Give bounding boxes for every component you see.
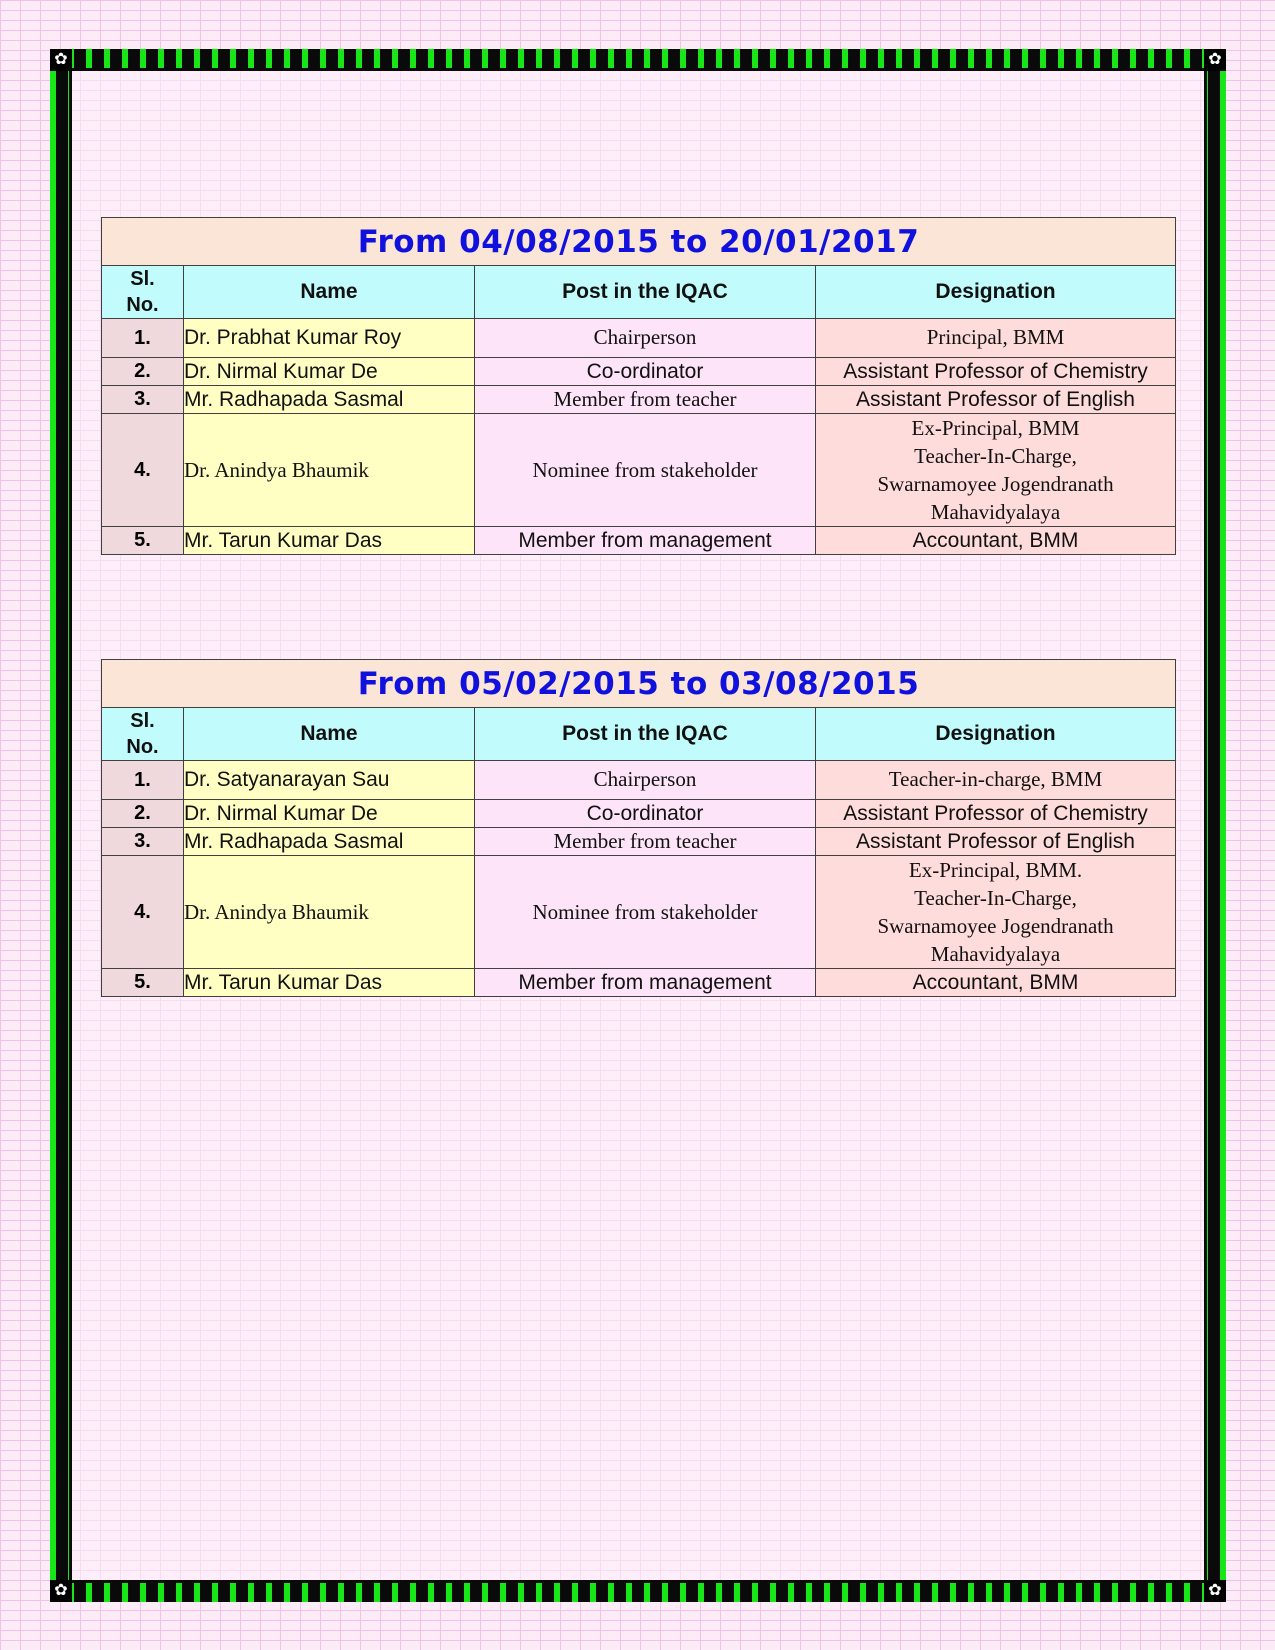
designation-line: Swarnamoyee Jogendranath xyxy=(877,914,1114,938)
serial-number: 4. xyxy=(102,414,184,527)
table-row xyxy=(102,319,1176,358)
serial-number: 2. xyxy=(102,800,184,828)
designation-line: Mahavidyalaya xyxy=(930,500,1061,524)
serial-number: 1. xyxy=(102,761,184,800)
member-name: Dr. Anindya Bhaumik xyxy=(184,414,475,527)
table-row xyxy=(102,527,1176,555)
member-name: Dr. Prabhat Kumar Roy xyxy=(184,319,475,358)
table-row xyxy=(102,761,1176,800)
header-designation: Designation xyxy=(816,708,1176,761)
designation-cell xyxy=(816,800,1176,828)
flower-corner-icon: ✿ xyxy=(1204,49,1226,71)
table-row xyxy=(102,969,1176,997)
iqac-post: Co-ordinator xyxy=(475,800,816,828)
serial-number: 3. xyxy=(102,828,184,856)
designation-line: Teacher-in-charge, BMM xyxy=(888,767,1103,791)
iqac-post: Member from teacher xyxy=(475,386,816,414)
designation-line: Swarnamoyee Jogendranath xyxy=(877,472,1114,496)
header-designation: Designation xyxy=(816,266,1176,319)
designation-cell xyxy=(816,828,1176,856)
serial-number: 3. xyxy=(102,386,184,414)
header-sl-no: Sl. No. xyxy=(102,708,184,761)
designation-cell xyxy=(816,414,1176,527)
designation-cell xyxy=(816,386,1176,414)
designation-cell xyxy=(816,969,1176,997)
member-name: Mr. Tarun Kumar Das xyxy=(184,969,475,997)
serial-number: 5. xyxy=(102,527,184,555)
designation-cell xyxy=(816,856,1176,969)
header-name: Name xyxy=(184,266,475,319)
designation-line: Teacher-In-Charge, xyxy=(914,886,1077,910)
header-post: Post in the IQAC xyxy=(475,266,816,319)
designation-cell xyxy=(816,527,1176,555)
serial-number: 1. xyxy=(102,319,184,358)
designation-line: Accountant, BMM xyxy=(912,528,1079,552)
table-title: From 04/08/2015 to 20/01/2017 xyxy=(102,218,1176,266)
flower-corner-icon: ✿ xyxy=(50,1580,72,1602)
serial-number: 2. xyxy=(102,358,184,386)
iqac-post: Nominee from stakeholder xyxy=(475,856,816,969)
designation-cell xyxy=(816,761,1176,800)
member-name: Dr. Satyanarayan Sau xyxy=(184,761,475,800)
member-name: Mr. Tarun Kumar Das xyxy=(184,527,475,555)
designation-line: Assistant Professor of English xyxy=(856,829,1135,853)
table-row xyxy=(102,386,1176,414)
iqac-post: Chairperson xyxy=(475,319,816,358)
serial-number: 5. xyxy=(102,969,184,997)
iqac-post: Co-ordinator xyxy=(475,358,816,386)
iqac-table-2015 xyxy=(101,659,1176,997)
iqac-post: Member from management xyxy=(475,527,816,555)
iqac-table-2015-2017 xyxy=(101,217,1176,555)
flower-corner-icon: ✿ xyxy=(50,49,72,71)
table-row xyxy=(102,358,1176,386)
designation-line: Accountant, BMM xyxy=(912,970,1079,994)
header-name: Name xyxy=(184,708,475,761)
iqac-post: Member from teacher xyxy=(475,828,816,856)
table-title: From 05/02/2015 to 03/08/2015 xyxy=(102,660,1176,708)
header-sl-no: Sl. No. xyxy=(102,266,184,319)
designation-line: Ex-Principal, BMM xyxy=(911,416,1080,440)
designation-line: Assistant Professor of Chemistry xyxy=(843,359,1148,383)
flower-corner-icon: ✿ xyxy=(1204,1580,1226,1602)
member-name: Mr. Radhapada Sasmal xyxy=(184,828,475,856)
table-row xyxy=(102,800,1176,828)
header-post: Post in the IQAC xyxy=(475,708,816,761)
designation-cell xyxy=(816,358,1176,386)
iqac-post: Chairperson xyxy=(475,761,816,800)
designation-line: Principal, BMM xyxy=(926,325,1065,349)
designation-line: Teacher-In-Charge, xyxy=(914,444,1077,468)
table-row xyxy=(102,828,1176,856)
member-name: Dr. Anindya Bhaumik xyxy=(184,856,475,969)
member-name: Mr. Radhapada Sasmal xyxy=(184,386,475,414)
iqac-post: Member from management xyxy=(475,969,816,997)
iqac-post: Nominee from stakeholder xyxy=(475,414,816,527)
table-row xyxy=(102,414,1176,527)
designation-line: Assistant Professor of English xyxy=(856,387,1135,411)
designation-line: Mahavidyalaya xyxy=(930,942,1061,966)
designation-cell xyxy=(816,319,1176,358)
member-name: Dr. Nirmal Kumar De xyxy=(184,358,475,386)
serial-number: 4. xyxy=(102,856,184,969)
table-row xyxy=(102,856,1176,969)
designation-line: Ex-Principal, BMM. xyxy=(908,858,1083,882)
designation-line: Assistant Professor of Chemistry xyxy=(843,801,1148,825)
member-name: Dr. Nirmal Kumar De xyxy=(184,800,475,828)
